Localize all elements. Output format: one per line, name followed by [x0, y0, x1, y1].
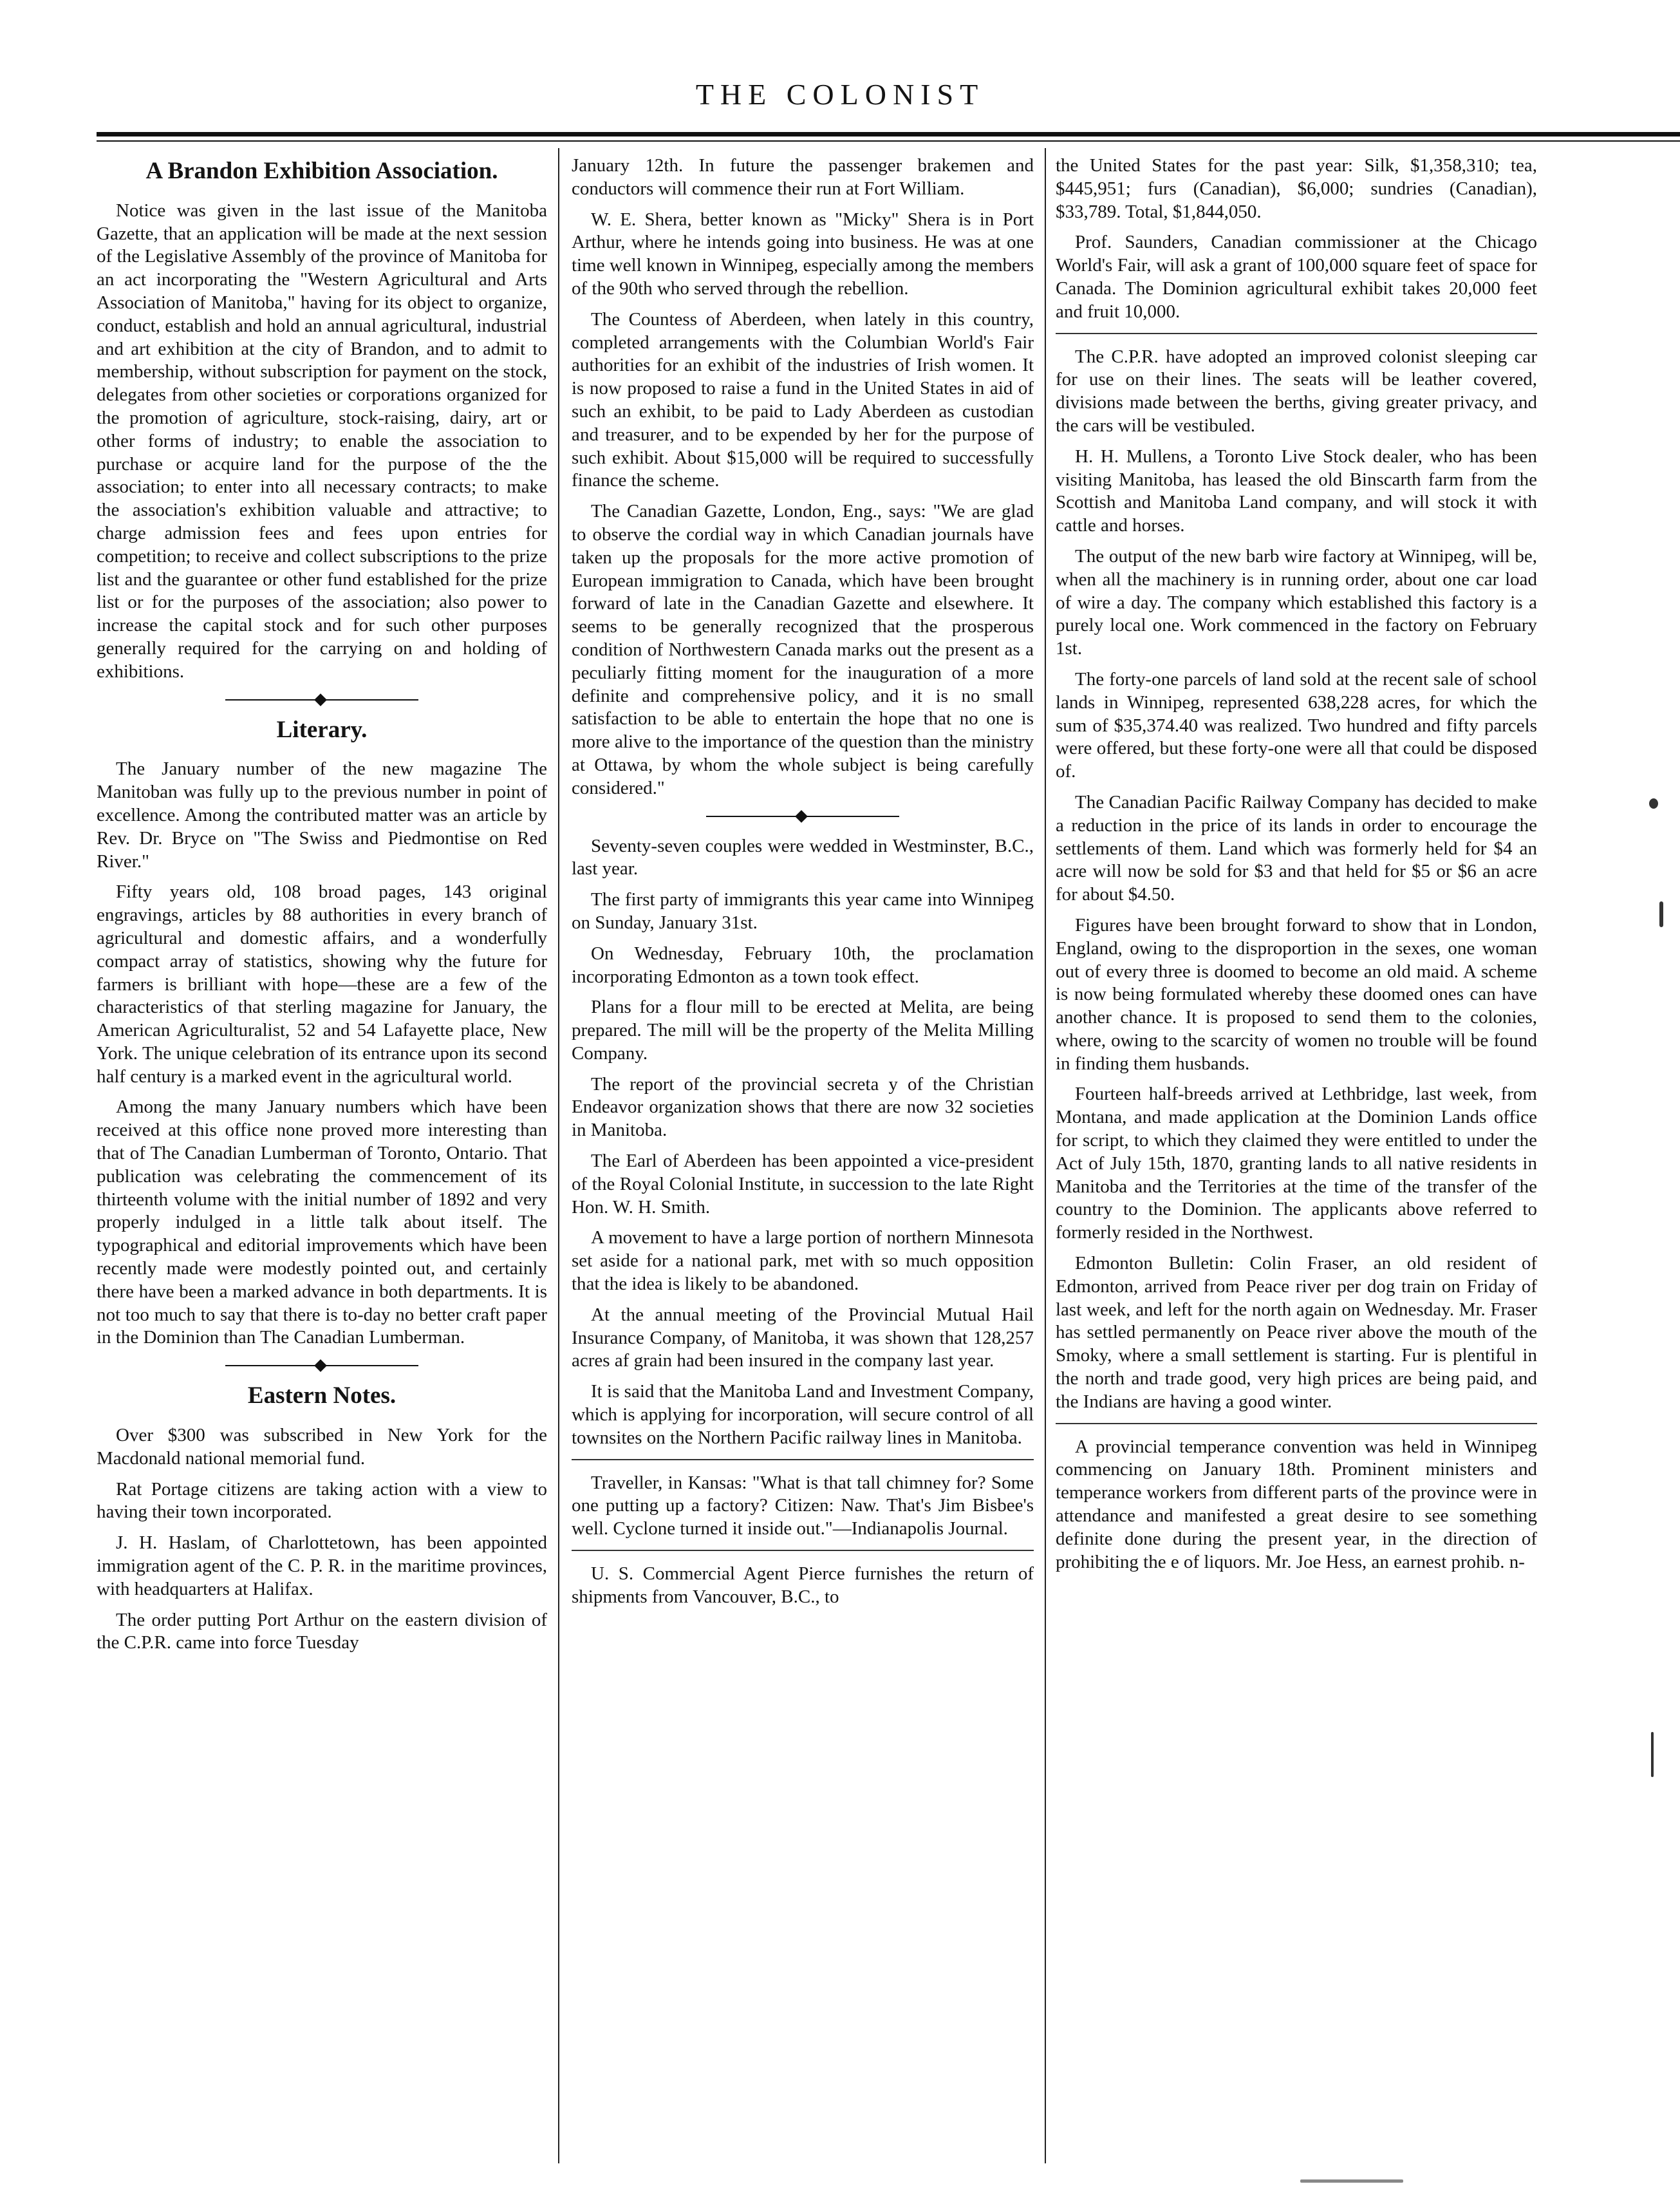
column-1 [97, 155, 547, 2157]
article-paragraph: Rat Portage citizens are taking action with a view to having their town incorporated. [97, 1478, 547, 1523]
masthead: THE COLONIST [695, 78, 985, 111]
article-paragraph: U. S. Commercial Agent Pierce furnishes the return of shipments from Vancouver, B.C., to [572, 1563, 1034, 1607]
heading-literary: Literary. [276, 716, 368, 743]
article-paragraph: January 12th. In future the passenger brakemen and conductors will commence their run at Fort William. [572, 155, 1034, 199]
article-separator [1056, 1423, 1537, 1424]
article-separator [572, 1459, 1034, 1460]
ornament-divider [706, 809, 899, 823]
article-paragraph: The report of the provincial secreta y of the Christian Endeavor organization shows that there are now 32 societies in Manitoba. [572, 1073, 1034, 1141]
article-paragraph: The first party of immigrants this year came into Winnipeg on Sunday, January 31st. [572, 889, 1034, 933]
article-paragraph: W. E. Shera, better known as "Micky" Shera is in Port Arthur, where he intends going into business. He was at one time well known in Winnipeg, especially among the members of the 90th who served through the rebellion. [572, 209, 1034, 299]
column-3 [1056, 155, 1537, 2157]
masthead-rule-thin [97, 140, 1680, 142]
article-paragraph: The Countess of Aberdeen, when lately in this country, completed arrangements with the Columbian World's Fair authorities for an exhibit of the industries of Irish women. It is now proposed to raise a fund in the United States in aid of such an exhibit, to be paid to Lady Aberdeen as custodian and treasurer, and to be expended by her for the purpose of such exhibit. About $15,000 will be required to successfully finance the scheme. [572, 308, 1034, 491]
article-paragraph: Fifty years old, 108 broad pages, 143 original engravings, articles by 88 authorities in every branch of agricultural and domestic affairs, and a wonderfully compact array of statistics, showing why the future for farmers is brilliant with hope—these are a few of the characteristics of that sterling magazine for January, the American Agriculturalist, 52 and 54 Lafayette place, New York. The unique celebration of its entrance upon its second half century is a marked event in the agricultural world. [97, 881, 547, 1087]
column-divider-2 [1045, 148, 1046, 2163]
ink-speck [1300, 2179, 1403, 2183]
ink-speck [1659, 901, 1663, 927]
article-paragraph: Plans for a flour mill to be erected at Melita, are being prepared. The mill will be the property of the Melita Milling Company. [572, 997, 1034, 1064]
article-paragraph: Prof. Saunders, Canadian commissioner at the Chicago World's Fair, will ask a grant of 100,000 square feet of space for Canada. The Dominion agricultural exhibit takes 20,000 feet and fruit 10,000. [1056, 232, 1537, 322]
article-paragraph: The forty-one parcels of land sold at the recent sale of school lands in Winnipeg, represented 638,228 acres, for which the sum of $35,374.40 was realized. Two hundred and fifty parcels were offered, but these forty-one were all that could be disposed of. [1056, 668, 1537, 782]
article-paragraph: H. H. Mullens, a Toronto Live Stock dealer, who has been visiting Manitoba, has leased the old Binscarth farm from the Scottish and Manitoba Land company, and will stock it with cattle and horses. [1056, 446, 1537, 536]
article-paragraph: The Canadian Pacific Railway Company has decided to make a reduction in the price of its lands in order to encourage the settlements of them. Land which was formerly held for $4 an acre will now be sold for $3 and that held for $5 or $6 an acre for about $4.50. [1056, 791, 1537, 905]
ink-speck [1649, 798, 1658, 809]
article-paragraph: Over $300 was subscribed in New York for the Macdonald national memorial fund. [97, 1425, 547, 1469]
article-paragraph: A movement to have a large portion of northern Minnesota set aside for a national park, met with so much opposition that the idea is likely to be abandoned. [572, 1227, 1034, 1295]
article-paragraph: It is said that the Manitoba Land and Investment Company, which is applying for incorporation, will secure control of all townsites on the Northern Pacific railway lines in Manitoba. [572, 1381, 1034, 1448]
article-paragraph: Traveller, in Kansas: "What is that tall chimney for? Some one putting up a factory? Citizen: Naw. That's Jim Bisbee's well. Cyclone turned it inside out."—Indianapolis Journal. [572, 1472, 1034, 1539]
column-2 [572, 155, 1034, 2157]
ornament-divider [225, 1359, 418, 1373]
article-paragraph: Fourteen half-breeds arrived at Lethbridge, last week, from Montana, and made application at the Dominion Lands office for script, to which they claimed they were entitled to under the Act of July 15th, 1870, granting lands to all native residents in Manitoba and the Territories at the time of the transfer of the country to the Dominion. The applicants above referred to formerly resided in the Northwest. [1056, 1084, 1537, 1243]
article-paragraph: the United States for the past year: Silk, $1,358,310; tea, $445,951; furs (Canadian), $6,000; sundries (Canadian), $33,789. Total, $1,844,050. [1056, 155, 1537, 222]
article-paragraph: J. H. Haslam, of Charlottetown, has been appointed immigration agent of the C. P. R. in the maritime provinces, with headquarters at Halifax. [97, 1532, 547, 1599]
article-paragraph: Edmonton Bulletin: Colin Fraser, an old resident of Edmonton, arrived from Peace river per dog train on Friday of last week, and left for the north again on Wednesday. Mr. Fraser has settled permanently on Peace river above the mouth of the Smoky, where a small settlement is starting. Fur is plentiful in the north and trade good, very high prices are being paid, and the Indians are having a good winter. [1056, 1253, 1537, 1412]
article-paragraph: Seventy-seven couples were wedded in Westminster, B.C., last year. [572, 835, 1034, 880]
masthead-rule-thick [97, 132, 1680, 136]
article-paragraph: Notice was given in the last issue of the Manitoba Gazette, that an application will be made at the next session of the Legislative Assembly of the province of Manitoba for an act incorporating the "Western Agricultural and Arts Association of Manitoba," having for its object to organize, conduct, establish and hold an annual agricultural, industrial and art exhibition at the city of Brandon, and to admit to membership, without subscription for payment on the stock, delegates from other societies or corporations organized for the promotion of agriculture, stock-raising, dairy, art or other forms of industry; to enable the association to purchase or acquire land for the purpose of the the association; to enter into all necessary contracts; to make the association's exhibition valuable and attractive; to charge admission fees and fees upon entries for competition; to receive and collect subscriptions to the prize list and the guarantee or other fund established for the prize list or for the purposes of the association; also power to increase the capital stock and for such other purposes generally required for the carrying on and holding of exhibitions. [97, 200, 547, 682]
article-paragraph: The Earl of Aberdeen has been appointed a vice-president of the Royal Colonial Institute, in succession to the late Right Hon. W. H. Smith. [572, 1151, 1034, 1218]
article-paragraph: On Wednesday, February 10th, the proclamation incorporating Edmonton as a town took effect. [572, 943, 1034, 987]
article-paragraph: The output of the new barb wire factory at Winnipeg, will be, when all the machinery is in running order, about one car load of wire a day. The company which established this factory is a purely local one. Work commenced in the factory on February 1st. [1056, 545, 1537, 659]
article-separator [1056, 333, 1537, 334]
article-paragraph: The C.P.R. have adopted an improved colonist sleeping car for use on their lines. The seats will be leather covered, divisions made between the berths, giving greater privacy, and the cars will be vestibuled. [1056, 346, 1537, 436]
column-divider-1 [558, 148, 559, 2163]
heading-brandon-exhibition: A Brandon Exhibition Association. [145, 158, 498, 184]
article-paragraph: The order putting Port Arthur on the eastern division of the C.P.R. came into force Tuesday [97, 1609, 547, 1653]
article-paragraph: The Canadian Gazette, London, Eng., says: "We are glad to observe the cordial way in which Canadian journals have taken up the proposals for the more active promotion of European immigration to Canada, which have been brought forward of late in the Canadian Gazette and elsewhere. It seems to be generally recognized that the prosperous condition of Northwestern Canada marks out the present as a peculiarly fitting moment for the inauguration of a more definite and comprehensive policy, and it is no small satisfaction to be able to entertain the hope that no one is more alive to the importance of the question than the ministry at Ottawa, by whom the whole subject is being carefully considered." [572, 501, 1034, 798]
heading-eastern-notes: Eastern Notes. [247, 1382, 397, 1409]
ink-speck [1651, 1732, 1654, 1777]
article-paragraph: At the annual meeting of the Provincial Mutual Hail Insurance Company, of Manitoba, it was shown that 128,257 acres af grain had been insured in the company last year. [572, 1304, 1034, 1371]
article-paragraph: The January number of the new magazine The Manitoban was fully up to the previous number in point of excellence. Among the contributed matter was an article by Rev. Dr. Bryce on "The Swiss and Piedmontise on Red River." [97, 758, 547, 872]
ornament-divider [225, 693, 418, 707]
article-paragraph: A provincial temperance convention was held in Winnipeg commencing on January 18th. Prominent ministers and temperance workers from different parts of the province were in attendance and manifested a great desire to see something definite done during the present year, in the direction of prohibiting the e of liquors. Mr. Joe Hess, an earnest prohib. n- [1056, 1436, 1537, 1572]
article-paragraph: Figures have been brought forward to show that in London, England, owing to the disproportion in the sexes, one woman out of every three is doomed to become an old maid. A scheme is now being formulated whereby these doomed ones can have another chance. It is proposed to send them to the colonies, where, owing to the scarcity of women no trouble will be found in finding them husbands. [1056, 914, 1537, 1074]
article-separator [572, 1550, 1034, 1551]
article-paragraph: Among the many January numbers which have been received at this office none proved more interesting than that of The Canadian Lumberman of Toronto, Ontario. That publication was celebrating the commencement of its thirteenth volume with the initial number of 1892 and very properly indulged in a little talk about itself. The typographical and editorial improvements which have been recently made were modestly pointed out, and certainly there have been a marked advance in both departments. It is not too much to say that there is to-day no better craft paper in the Dominion than The Canadian Lumberman. [97, 1096, 547, 1348]
